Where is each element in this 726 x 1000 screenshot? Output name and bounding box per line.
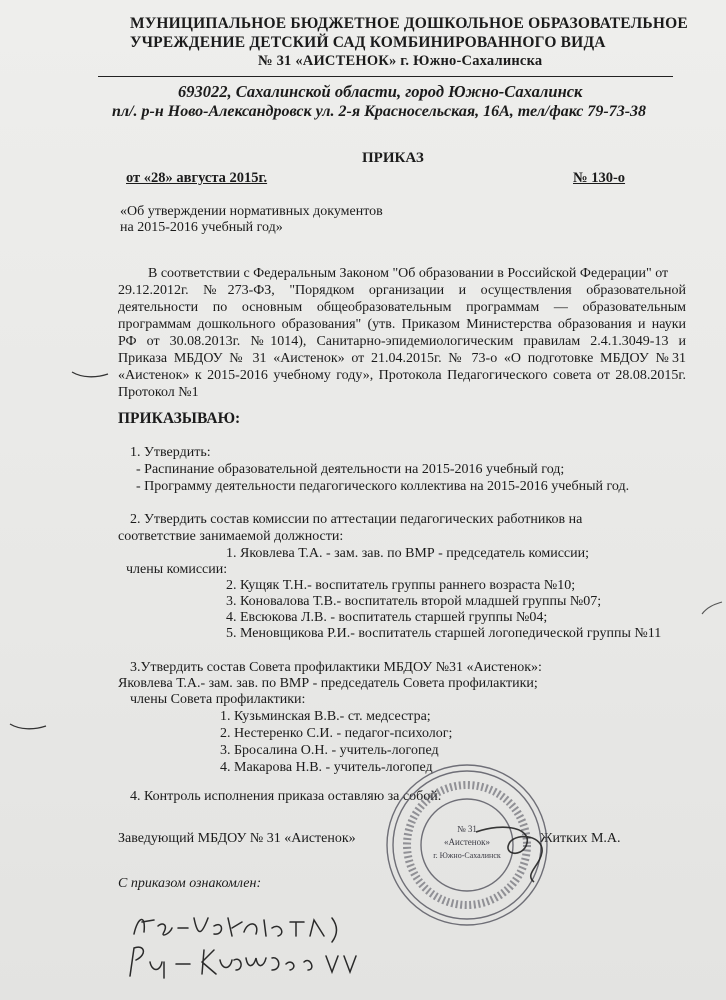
- preamble-line: деятельности по основным общеобразовательным программам — образовательным: [118, 300, 686, 315]
- item3-member: 4. Макарова Н.В. - учитель-логопед: [220, 760, 433, 775]
- preamble-line: 29.12.2012г. №273-ФЗ, "Порядком организации и осуществления образовательной: [118, 283, 686, 298]
- org-name-line2: УЧРЕЖДЕНИЕ ДЕТСКИЙ САД КОМБИНИРОВАННОГО ВИДА: [130, 34, 606, 51]
- item1-line: - Программу деятельности педагогического коллектива на 2015-2016 учебный год.: [136, 479, 630, 494]
- item2-member: 5. Меновщикова Р.И.- воспитатель старшей логопедической группы №11: [226, 626, 662, 641]
- handwritten-signature-2: [122, 936, 382, 986]
- acknowledged-label: С приказом ознакомлен:: [118, 876, 262, 891]
- preamble-line: В соответствии с Федеральным Законом "Об образовании в Российской Федерации" от: [148, 266, 669, 281]
- header-divider: [98, 76, 673, 77]
- margin-pen-mark: [70, 368, 110, 380]
- item3-chair: Яковлева Т.А.- зам. зав. по ВМР - председатель Совета профилактики;: [118, 676, 538, 691]
- order-subject-line2: на 2015-2016 учебный год»: [120, 220, 283, 235]
- margin-pen-mark: [700, 600, 724, 618]
- item1-line: - Распинание образовательной деятельности на 2015-2016 учебный год;: [136, 462, 565, 477]
- preamble-line: программам дошкольного образования" (утв. Приказом Министерства образования и науки: [118, 317, 686, 332]
- item2-members-label: члены комиссии:: [126, 562, 228, 577]
- address-line1: 693022, Сахалинской области, город Южно-Сахалинск: [178, 82, 583, 101]
- order-title: ПРИКАЗ: [362, 150, 424, 166]
- order-subject-line1: «Об утверждении нормативных документов: [120, 204, 383, 219]
- signature-name: Житких М.А.: [540, 831, 621, 846]
- org-name-line1: МУНИЦИПАЛЬНОЕ БЮДЖЕТНОЕ ДОШКОЛЬНОЕ ОБРАЗОВАТЕЛЬНОЕ: [130, 15, 688, 32]
- item2-member: 3. Коновалова Т.В.- воспитатель второй младшей группы №07;: [226, 594, 602, 609]
- item2-member: 4. Евсюкова Л.В. - воспитатель старшей группы №04;: [226, 610, 548, 625]
- item2-heading-line2: соответствие занимаемой должности:: [118, 529, 344, 544]
- item3-member: 2. Нестеренко С.И. - педагог-психолог;: [220, 726, 453, 741]
- item3-member: 3. Бросалина О.Н. - учитель-логопед: [220, 743, 439, 758]
- item3-member: 1. Кузьминская В.В.- ст. медсестра;: [220, 709, 431, 724]
- item3-members-label: члены Совета профилактики:: [130, 692, 306, 707]
- signature-position: Заведующий МБДОУ № 31 «Аистенок»: [118, 831, 356, 846]
- seal-center-line2: «Аистенок»: [444, 837, 490, 847]
- order-number: № 130-о: [573, 170, 626, 186]
- item4-text: 4. Контроль исполнения приказа оставляю за собой.: [130, 789, 442, 804]
- preamble-line: РФ от 30.08.2013г. №1014), Санитарно-эпидемиологическим правилам 2.4.1.3049-13 и: [118, 334, 686, 349]
- seal-center-line3: г. Южно-Сахалинск: [433, 851, 501, 860]
- item2-member: 2. Кущяк Т.Н.- воспитатель группы раннего возраста №10;: [226, 578, 576, 593]
- item3-heading: 3.Утвердить состав Совета профилактики МБДОУ №31 «Аистенок»:: [130, 660, 542, 675]
- order-command-heading: ПРИКАЗЫВАЮ:: [118, 410, 241, 427]
- order-date: от «28» августа 2015г.: [126, 170, 268, 186]
- address-line2: пл/. р-н Ново-Александровск ул. 2-я Красносельская, 16А, тел/факс 79-73-38: [112, 103, 647, 120]
- preamble-line: «Аистенок» к 2015-2016 учебному году», Протокола Педагогического совета от 28.08.2015г.: [118, 368, 686, 383]
- item2-chair: 1. Яковлева Т.А. - зам. зав. по ВМР - председатель комиссии;: [226, 546, 590, 561]
- official-seal-stamp: [384, 762, 550, 928]
- seal-center-line1: № 31: [457, 824, 477, 834]
- item2-heading-line1: 2. Утвердить состав комиссии по аттестации педагогических работников на: [130, 512, 583, 527]
- org-name-line3: № 31 «АИСТЕНОК» г. Южно-Сахалинска: [258, 53, 543, 69]
- margin-pen-mark: [8, 720, 48, 732]
- preamble-line: Приказа МБДОУ № 31 «Аистенок» от 21.04.2015г. № 73-о «О подготовке МБДОУ №31: [118, 351, 686, 366]
- preamble-line: Протокол №1: [118, 385, 199, 400]
- item1-heading: 1. Утвердить:: [130, 445, 211, 460]
